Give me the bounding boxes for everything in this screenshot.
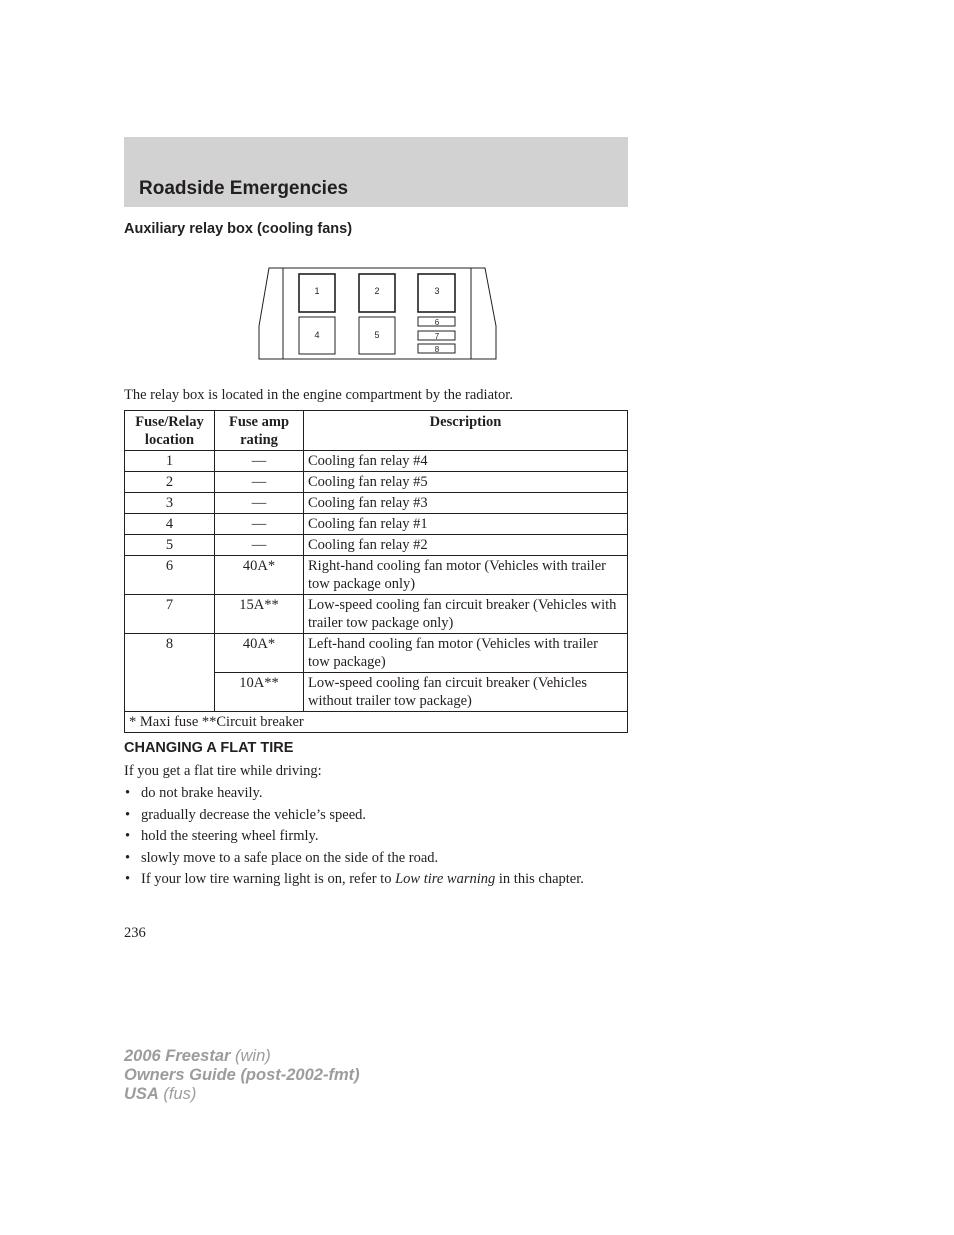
cell-location: 1 [125, 451, 215, 472]
cell-location: 3 [125, 493, 215, 514]
footer-line-1: 2006 Freestar (win) [124, 1047, 271, 1065]
page-title: Roadside Emergencies [139, 178, 349, 199]
col-header-location: Fuse/Relay location [125, 411, 215, 451]
cell-rating: 15A** [215, 595, 304, 634]
footer-line-2: Owners Guide (post-2002-fmt) [124, 1066, 360, 1084]
cell-rating: 40A* [215, 634, 304, 673]
section-header-band [124, 137, 628, 207]
relay-label-5: 5 [374, 330, 380, 340]
cell-rating: — [215, 451, 304, 472]
relay-label-1: 1 [314, 286, 320, 296]
cell-location: 5 [125, 535, 215, 556]
table-row [125, 634, 628, 673]
cell-rating: 40A* [215, 556, 304, 595]
relay-label-3: 3 [434, 286, 440, 296]
list-item: • If your low tire warning light is on, refer to Low tire warning in this chapter. [125, 871, 584, 887]
cell-description: Cooling fan relay #3 [304, 493, 628, 514]
table-footnote-row [125, 712, 628, 733]
cell-description: Low-speed cooling fan circuit breaker (Vehicles with trailer tow package only) [304, 595, 628, 634]
cell-description: Cooling fan relay #1 [304, 514, 628, 535]
table-row [125, 595, 628, 634]
cell-description: Cooling fan relay #4 [304, 451, 628, 472]
lead-paragraph: If you get a flat tire while driving: [124, 763, 322, 779]
list-item: • hold the steering wheel firmly. [125, 828, 319, 844]
footer-line-3: USA (fus) [124, 1085, 197, 1103]
section-heading: CHANGING A FLAT TIRE [124, 740, 294, 756]
bullet-icon: • [125, 785, 131, 801]
intro-paragraph: The relay box is located in the engine compartment by the radiator. [124, 387, 513, 403]
cell-rating: — [215, 472, 304, 493]
bullet-icon: • [125, 871, 131, 887]
list-item: • slowly move to a safe place on the side of the road. [125, 849, 439, 866]
table-header-row [125, 411, 628, 451]
fuse-label-7: 7 [434, 332, 440, 341]
list-item: • gradually decrease the vehicle’s speed. [125, 806, 367, 823]
fuse-table [124, 410, 628, 733]
cell-rating: — [215, 514, 304, 535]
list-item: • do not brake heavily. [125, 785, 263, 801]
bullet-list [124, 785, 624, 893]
bullet-icon: • [125, 828, 131, 844]
table-row [125, 535, 628, 556]
table-row [125, 514, 628, 535]
table-row [125, 472, 628, 493]
page-number: 236 [124, 925, 146, 941]
table-row [125, 556, 628, 595]
subsection-heading: Auxiliary relay box (cooling fans) [124, 221, 353, 237]
cell-description: Right-hand cooling fan motor (Vehicles with trailer tow package only) [304, 556, 628, 595]
table-footnote: * Maxi fuse **Circuit breaker [125, 712, 628, 733]
cross-reference: Low tire warning [395, 871, 496, 887]
cell-description: Low-speed cooling fan circuit breaker (Vehicles without trailer tow package) [304, 673, 628, 712]
relay-box-diagram [257, 266, 499, 362]
cell-location: 7 [125, 595, 215, 634]
cell-location: 6 [125, 556, 215, 595]
cell-location: 8 [125, 634, 215, 712]
col-header-description: Description [304, 411, 628, 451]
col-header-rating: Fuse amp rating [215, 411, 304, 451]
relay-label-4: 4 [314, 330, 320, 340]
fuse-label-8: 8 [434, 345, 440, 354]
fuse-label-6: 6 [434, 318, 440, 327]
cell-rating: 10A** [215, 673, 304, 712]
table-row [125, 451, 628, 472]
document-footer [124, 1047, 360, 1104]
cell-rating: — [215, 535, 304, 556]
cell-description: Left-hand cooling fan motor (Vehicles with trailer tow package) [304, 634, 628, 673]
cell-location: 4 [125, 514, 215, 535]
bullet-icon: • [125, 806, 131, 823]
bullet-icon: • [125, 849, 131, 866]
cell-rating: — [215, 493, 304, 514]
relay-box-outline [259, 268, 496, 359]
cell-description: Cooling fan relay #2 [304, 535, 628, 556]
table-row [125, 493, 628, 514]
cell-location: 2 [125, 472, 215, 493]
cell-description: Cooling fan relay #5 [304, 472, 628, 493]
relay-label-2: 2 [374, 286, 380, 296]
